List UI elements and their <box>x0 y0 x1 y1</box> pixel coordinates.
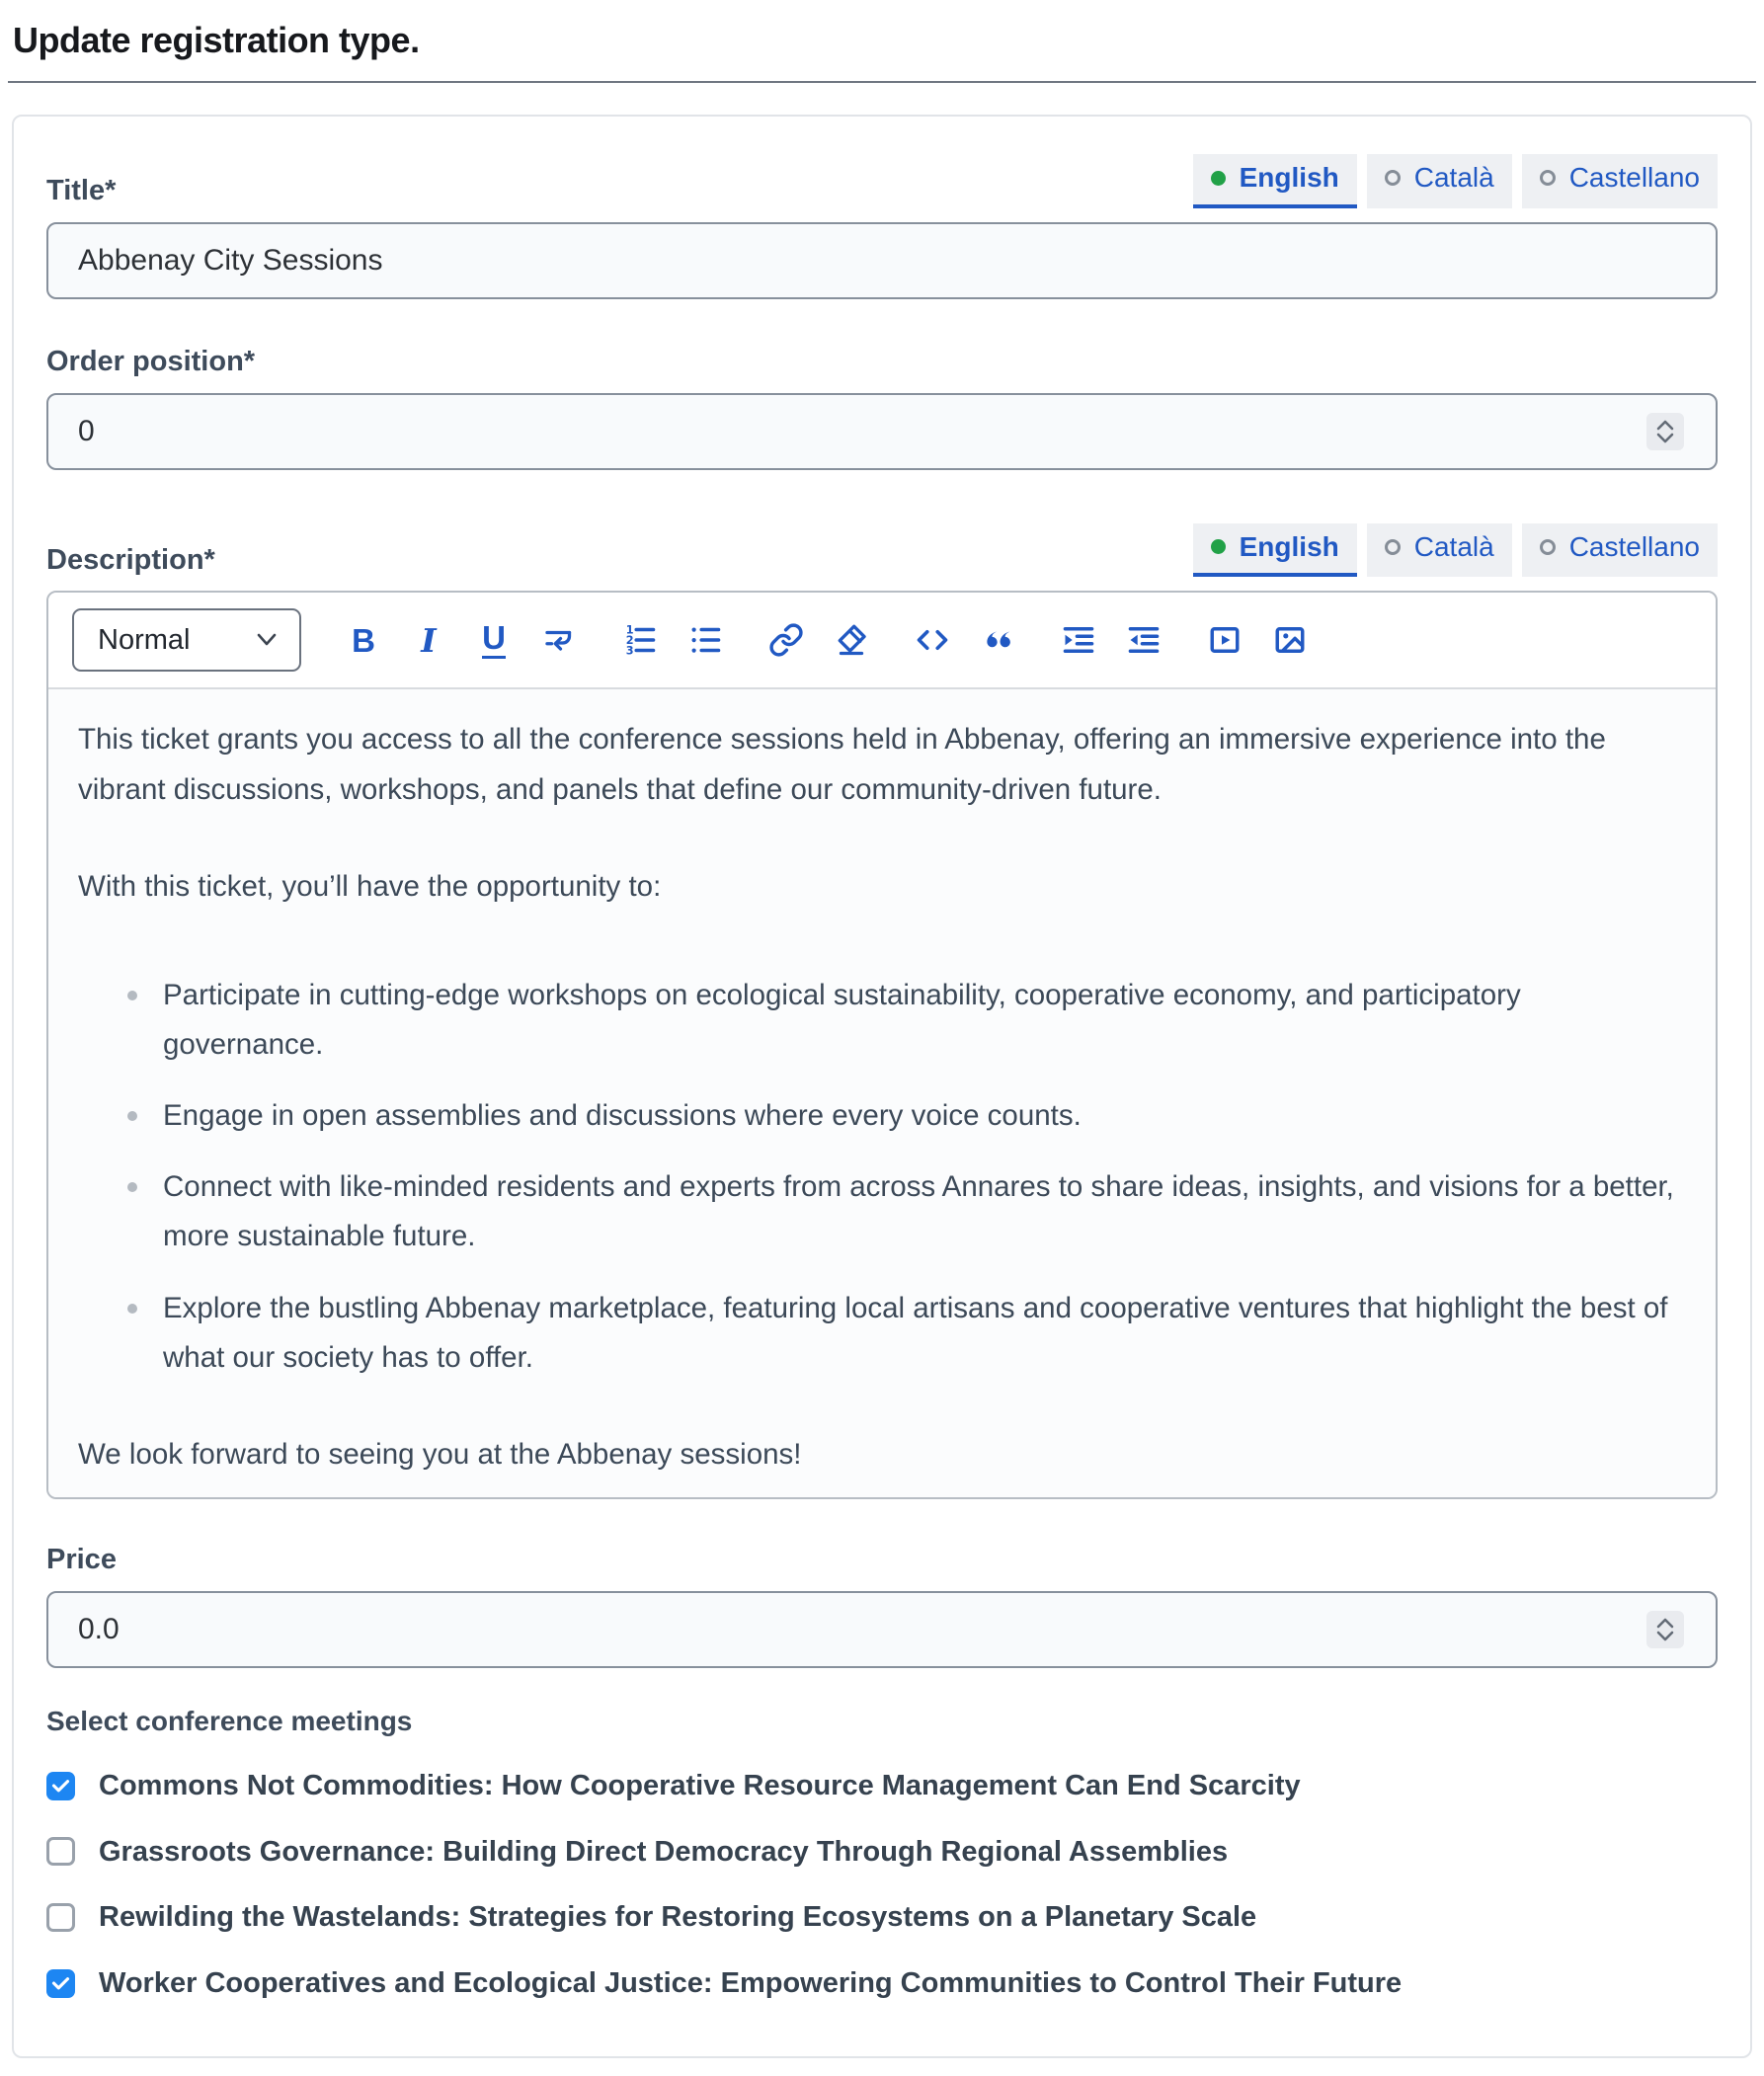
outdent-button[interactable] <box>1125 620 1163 660</box>
bold-button[interactable] <box>345 620 382 660</box>
meeting-checkbox-row[interactable] <box>46 1900 1718 1935</box>
language-tab-label: English <box>1239 162 1339 193</box>
checkbox-unchecked-icon[interactable] <box>46 1903 75 1932</box>
code-icon <box>915 622 950 658</box>
ordered-list-button[interactable] <box>621 620 659 660</box>
language-tab-label: Català <box>1413 162 1494 193</box>
meetings-checkbox-list <box>46 1769 1718 2001</box>
checkbox-checked-icon[interactable] <box>46 1969 75 1998</box>
ordered-list-icon <box>622 622 658 658</box>
price-field <box>46 1591 1718 1668</box>
svg-text:2: 2 <box>625 634 634 648</box>
checkbox-checked-icon[interactable] <box>46 1772 75 1800</box>
order-position-field <box>46 393 1718 470</box>
description-closing-paragraph: We look forward to seeing you at the Abbenay sessions! <box>78 1437 802 1471</box>
price-label: Price <box>46 1543 117 1575</box>
rich-text-editor <box>46 591 1718 1499</box>
language-tab-label: Català <box>1413 530 1494 562</box>
description-bullet-item: Explore the bustling Abbenay marketplace, featuring local artisans and cooperative ventures that highlight the best of what our society has to offer. <box>108 1284 1686 1383</box>
underline-icon: U <box>482 621 506 659</box>
price-input[interactable] <box>46 1591 1718 1668</box>
meeting-label: Worker Cooperatives and Ecological Justice: Empowering Communities to Control Their Future <box>99 1967 1403 2000</box>
svg-text:3: 3 <box>625 644 634 658</box>
chevron-down-icon <box>254 631 280 649</box>
video-button[interactable] <box>1206 620 1243 660</box>
image-icon <box>1272 622 1308 658</box>
chevron-down-icon <box>1654 432 1676 444</box>
chevron-up-icon <box>1654 1617 1676 1630</box>
language-tab-label: English <box>1239 530 1339 562</box>
italic-button[interactable] <box>410 620 447 660</box>
order-position-label: Order position* <box>46 345 256 377</box>
registration-form-card <box>12 115 1752 2058</box>
language-tab-castellano[interactable] <box>1522 154 1718 208</box>
radio-selected-icon <box>1211 539 1226 554</box>
checkbox-unchecked-icon[interactable] <box>46 1837 75 1866</box>
toolbar-group-blocks <box>914 620 1016 660</box>
order-position-input[interactable] <box>46 393 1718 470</box>
code-button[interactable] <box>914 620 951 660</box>
description-label: Description* <box>46 543 215 576</box>
title-field-row <box>46 154 1718 208</box>
description-paragraph: This ticket grants you access to all the conference sessions held in Abbenay, offering an immersive experience into the vibrant discussions, workshops, and panels that define our community-driven future. <box>78 723 1606 806</box>
paragraph-style-value: Normal <box>98 623 191 656</box>
description-field-row <box>46 523 1718 578</box>
description-bullet-item: Connect with like-minded residents and experts from across Annares to share ideas, insights, and visions for a better, more sustainable future. <box>108 1162 1686 1261</box>
description-bullet-list <box>78 971 1686 1383</box>
svg-text:1: 1 <box>625 623 634 637</box>
bullet-list-button[interactable] <box>686 620 724 660</box>
language-selector-description <box>1193 523 1718 578</box>
bold-icon: B <box>352 621 375 659</box>
radio-unselected-icon <box>1385 170 1401 186</box>
description-bullet-item: Participate in cutting-edge workshops on ecological sustainability, cooperative economy, and participatory governance. <box>108 971 1686 1070</box>
clean-format-icon <box>834 622 869 658</box>
divider <box>8 81 1756 83</box>
indent-icon <box>1061 622 1096 658</box>
meetings-label: Select conference meetings <box>46 1705 413 1736</box>
radio-unselected-icon <box>1540 539 1556 555</box>
language-tab-english[interactable] <box>1193 523 1357 578</box>
link-icon <box>768 622 804 658</box>
language-tab-label: Castellano <box>1568 162 1700 193</box>
radio-unselected-icon <box>1385 539 1401 555</box>
description-bullet-item: Engage in open assemblies and discussions where every voice counts. <box>108 1091 1686 1141</box>
check-icon <box>50 1776 71 1797</box>
language-tab-català[interactable] <box>1367 154 1512 208</box>
language-tab-english[interactable] <box>1193 154 1357 208</box>
meeting-label: Commons Not Commodities: How Cooperative Resource Management Can End Scarcity <box>99 1769 1301 1801</box>
title-input[interactable] <box>46 222 1718 299</box>
meeting-checkbox-row[interactable] <box>46 1769 1718 1803</box>
language-tab-català[interactable] <box>1367 523 1512 578</box>
meeting-checkbox-row[interactable] <box>46 1835 1718 1870</box>
language-tab-label: Castellano <box>1568 530 1700 562</box>
toolbar-group-insert <box>767 620 870 660</box>
page-title: Update registration type. <box>13 20 420 60</box>
meeting-checkbox-row[interactable] <box>46 1966 1718 2001</box>
link-button[interactable] <box>767 620 805 660</box>
outdent-icon <box>1126 622 1162 658</box>
description-paragraph: With this ticket, you’ll have the opportunity to: <box>78 869 662 903</box>
language-tab-castellano[interactable] <box>1522 523 1718 578</box>
radio-selected-icon <box>1211 171 1226 186</box>
blockquote-button[interactable] <box>979 620 1016 660</box>
toolbar-group-indent <box>1060 620 1163 660</box>
soft-wrap-button[interactable] <box>540 620 578 660</box>
video-icon <box>1207 622 1243 658</box>
title-label: Title* <box>46 175 117 206</box>
toolbar-group-media <box>1206 620 1309 660</box>
check-icon <box>50 1973 71 1994</box>
editor-toolbar <box>48 593 1716 689</box>
toolbar-group-lists <box>621 620 724 660</box>
language-selector-title <box>1193 154 1718 208</box>
paragraph-style-select[interactable] <box>72 608 301 672</box>
bullet-list-icon <box>687 622 723 658</box>
meeting-label: Rewilding the Wastelands: Strategies for Restoring Ecosystems on a Planetary Scale <box>99 1901 1257 1934</box>
price-stepper[interactable] <box>1646 1611 1684 1648</box>
soft-wrap-icon <box>541 622 577 658</box>
clean-format-button[interactable] <box>833 620 870 660</box>
order-position-stepper[interactable] <box>1646 413 1684 450</box>
editor-content[interactable] <box>48 689 1716 1497</box>
radio-unselected-icon <box>1540 170 1556 186</box>
underline-button[interactable] <box>475 620 513 660</box>
chevron-up-icon <box>1654 419 1676 432</box>
image-button[interactable] <box>1271 620 1309 660</box>
italic-icon: I <box>421 620 437 660</box>
blockquote-icon <box>980 622 1015 658</box>
toolbar-group-text <box>345 620 578 660</box>
chevron-down-icon <box>1654 1630 1676 1642</box>
meeting-label: Grassroots Governance: Building Direct Democracy Through Regional Assemblies <box>99 1835 1229 1868</box>
indent-button[interactable] <box>1060 620 1097 660</box>
